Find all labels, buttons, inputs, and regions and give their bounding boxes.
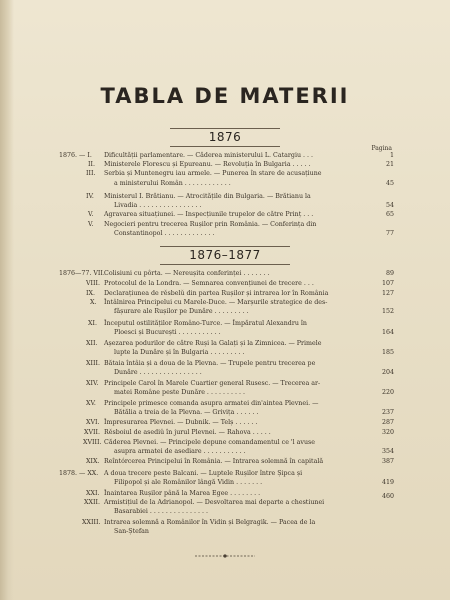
entry-page: 287 (381, 419, 394, 426)
entry-label: II. (88, 161, 95, 168)
entry-label: X. (90, 299, 97, 306)
page-column-header: Pagina (371, 145, 392, 152)
entry-title-cont: Dunăre . . . . . . . . . . . . . . . . (114, 369, 202, 376)
entry-title-cont: Filipopol și ale Românilor lângă Vidin . . . . . . . (114, 479, 263, 486)
entry-title-cont: San-Ștefan (114, 528, 149, 535)
entry-label: XII. (86, 340, 98, 347)
section-year: 1876 (208, 130, 242, 144)
entry-title: Negocieri pentru trecerea Rușilor prin România. — Conferința din (104, 221, 317, 228)
entry-title: Întâlnirea Principelui cu Marele-Duce. — Marșurile strategice de des- (104, 299, 328, 306)
entry-title: Dificultății parlamentare. — Căderea ministerului L. Catargiu . . . (104, 152, 314, 159)
entry-label: V. (88, 221, 94, 228)
section-rule-top (170, 128, 280, 129)
entry-label: III. (86, 170, 96, 177)
entry-title: Începutul ostilităților Româno-Turce. — Împăratul Alexandru în (104, 320, 307, 327)
entry-label: XXI. (86, 490, 100, 497)
entry-title: Căderea Plevnei. — Principele depune comandamentul ce 'l avuse (104, 439, 316, 446)
entry-page: 65 (385, 211, 394, 218)
entry-label: 1876. — I. (59, 152, 92, 159)
entry-title: Serbia și Muntenegru iau armele. — Punerea în stare de acusațiune (104, 170, 322, 177)
entry-title-cont: Constantinopol . . . . . . . . . . . . . (114, 230, 215, 237)
entry-title-cont: matei Române peste Dunăre . . . . . . . . . . (114, 389, 245, 396)
entry-page: 185 (381, 349, 394, 356)
entry-title: Ministerul I. Brătianu. — Atrocitățile din Bulgaria. — Brătianu la (104, 193, 311, 200)
entry-page: 127 (381, 290, 394, 297)
entry-page: 460 (381, 493, 394, 500)
entry-label: XI. (88, 320, 97, 327)
section-rule-top (160, 246, 290, 247)
entry-page: 54 (385, 202, 394, 209)
ornament-divider (195, 553, 255, 559)
entry-title: Împresurarea Plevnei. — Dubnik. — Telș . . . . . . (104, 419, 258, 426)
entry-label: IV. (86, 193, 94, 200)
entry-title: Înaintarea Rușilor până la Marea Egee . . . . . . . . (104, 490, 261, 497)
entry-title: Principele Carol în Marele Cuartier general Rusesc. — Trecerea ar- (104, 380, 321, 387)
entry-title-cont: Bătălia a treia de la Plevna. — Grivița . . . . . . (114, 409, 259, 416)
entry-page: 45 (385, 180, 394, 187)
page-title: TABLA DE MATERII (100, 84, 350, 108)
entry-title-cont: asupra armatei de asediare . . . . . . . . . . . (114, 448, 246, 455)
entry-title: A doua trecere peste Balcani. — Luptele Rușilor între Șipca și (104, 470, 303, 477)
entry-title: Principele primesce comanda asupra armatei din'aintea Plevnei. — (104, 400, 319, 407)
entry-page: 320 (381, 429, 394, 436)
entry-title-cont: fășurare ale Rușilor pe Dunăre . . . . . . . . . (114, 308, 249, 315)
entry-title: Colisiuni cu pôrta. — Nereușita conferinței . . . . . . . (104, 270, 270, 277)
entry-label: XIV. (86, 380, 99, 387)
entry-title-cont: a ministerului Român . . . . . . . . . . . . (114, 180, 231, 187)
entry-page: 354 (381, 448, 394, 455)
entry-label: XV. (86, 400, 96, 407)
entry-label: XVIII. (83, 439, 102, 446)
entry-title: Ministerele Florescu și Epureanu. — Revoluția în Bulgaria . . . . . (104, 161, 311, 168)
entry-page: 387 (381, 458, 394, 465)
entry-label: XVII. (84, 429, 101, 436)
entry-page: 152 (381, 308, 394, 315)
entry-label: XIX. (86, 458, 100, 465)
entry-title: Intrarea solemnă a Românilor în Vidin și Belgragik. — Pacea de la (104, 519, 316, 526)
entry-title-cont: lupte la Dunăre și în Bulgaria . . . . . . . . . (114, 349, 245, 356)
entry-label: XIII. (86, 360, 100, 367)
entry-page: 204 (381, 369, 394, 376)
entry-title: Protocolul de la Londra. — Semnarea convențiunei de trecere . . . (104, 280, 314, 287)
entry-title: Rĕsboiul de asediŭ în jurul Plevnei. — Rahova . . . . . (104, 429, 271, 436)
entry-title: Reîntórcerea Principelui în România. — Intrarea solemnă în capitală (104, 458, 324, 465)
entry-page: 164 (381, 329, 394, 336)
section-year: 1876–1877 (189, 248, 261, 262)
entry-label: VIII. (86, 280, 101, 287)
entry-page: 237 (381, 409, 394, 416)
entry-title: Declarațiunea de rĕsbelŭ din partea Rușilor și intrarea lor în România (104, 290, 329, 297)
entry-title: Bătaia întâia și a doua de la Plevna. — Trupele pentru trecerea pe (104, 360, 316, 367)
entry-page: 107 (381, 280, 394, 287)
entry-label: XXIII. (82, 519, 101, 526)
entry-page: 21 (385, 161, 394, 168)
entry-label: 1876—77. VII. (59, 270, 105, 277)
section-rule-bottom (160, 264, 290, 265)
entry-label: XVI. (86, 419, 100, 426)
entry-title-cont: Basarabiei . . . . . . . . . . . . . . . (114, 508, 208, 515)
entry-label: V. (88, 211, 94, 218)
entry-title-cont: Ploesci și București . . . . . . . . . . . (114, 329, 221, 336)
entry-label: 1878. — XX. (59, 470, 99, 477)
entry-page: 419 (381, 479, 394, 486)
entry-title: Agravarea situațiunei. — Inspecțiunile trupelor de către Prinț . . . (104, 211, 314, 218)
entry-title-cont: Livadia . . . . . . . . . . . . . . . . (114, 202, 202, 209)
entry-page: 89 (385, 270, 394, 277)
entry-page: 220 (381, 389, 394, 396)
section-rule-bottom (170, 146, 280, 147)
entry-title: Așezarea podurilor de către Ruși la Galați și la Zimnicea. — Primele (104, 340, 322, 347)
entry-label: XXII. (84, 499, 100, 506)
entry-label: IX. (86, 290, 95, 297)
entry-page: 77 (385, 230, 394, 237)
entry-title: Armistițiul de la Adrianopol. — Desvoltarea mai departe a chestiunei (104, 499, 325, 506)
entry-page: 1 (389, 152, 394, 159)
